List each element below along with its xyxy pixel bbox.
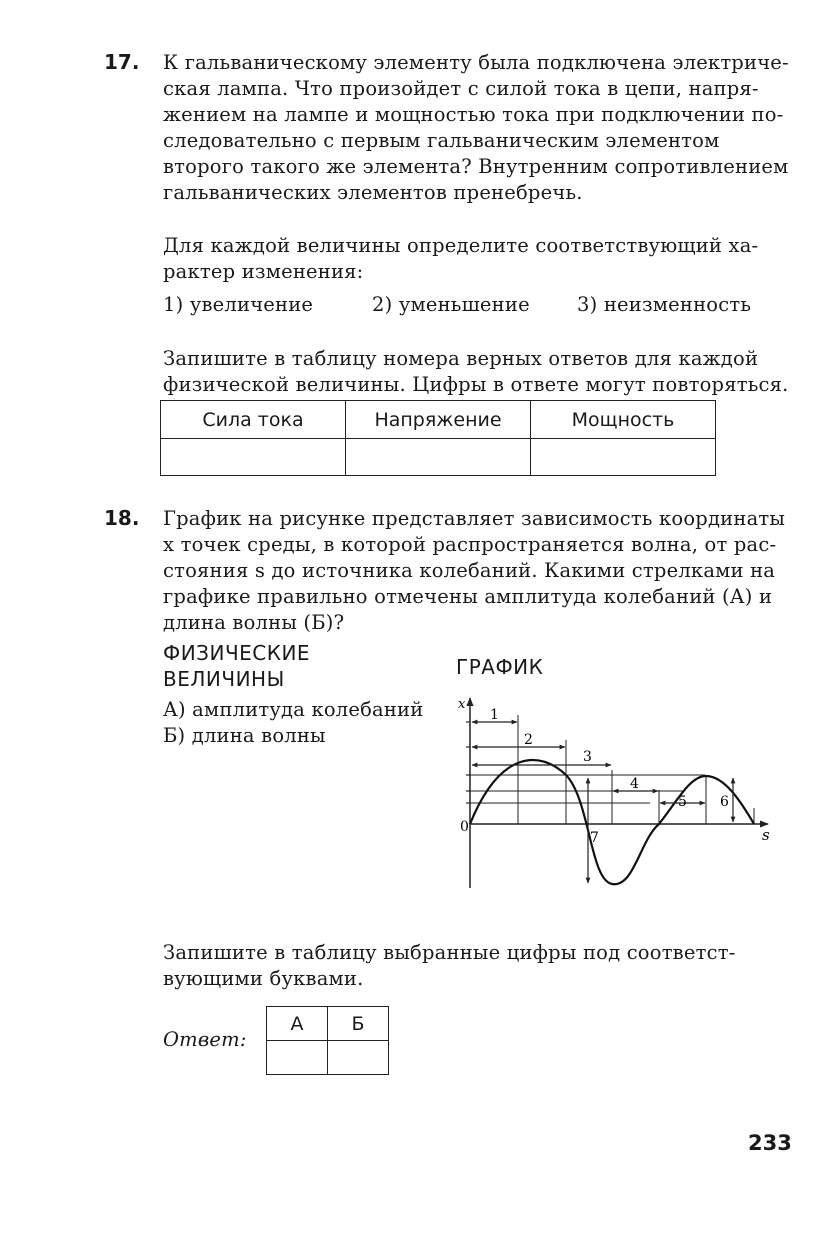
arrow-label-2: 2 <box>524 732 533 748</box>
arrow-label-7: 7 <box>590 830 599 846</box>
question-18-number: 18. <box>104 506 140 530</box>
text-line: графике правильно отмечены амплитуда колебаний (А) и <box>163 585 773 608</box>
question-18-answer-table <box>266 1006 389 1075</box>
text-line: К гальваническому элементу была подключена электриче- <box>163 51 789 74</box>
answer-cell-power[interactable] <box>531 439 716 476</box>
text-line: Запишите в таблицу выбранные цифры под соответст- <box>163 941 736 964</box>
text-line: физической величины. Цифры в ответе могут повторяться. <box>163 373 789 396</box>
quantity-amplitude: А) амплитуда колебаний <box>163 698 424 721</box>
text-line: x точек среды, в которой распространяется волна, от рас- <box>163 533 777 556</box>
text-line: гальванических элементов пренебречь. <box>163 181 583 204</box>
quantity-wavelength: Б) длина волны <box>163 724 326 747</box>
x-axis-label: s <box>762 826 770 844</box>
quantities-list <box>163 697 423 749</box>
arrow-label-1: 1 <box>490 707 499 723</box>
text-line: стояния s до источника колебаний. Какими стрелками на <box>163 559 776 582</box>
arrow-label-3: 3 <box>583 749 592 765</box>
answer-cell-a[interactable] <box>267 1041 328 1075</box>
arrow-label-6: 6 <box>720 794 729 810</box>
wave-graph <box>440 690 785 900</box>
arrow-label-4: 4 <box>630 776 639 792</box>
question-17-text <box>163 50 788 206</box>
heading-line: ФИЗИЧЕСКИЕ <box>163 641 311 665</box>
answer-cell-voltage[interactable] <box>346 439 531 476</box>
question-17-number: 17. <box>104 50 140 74</box>
text-line: жением на лампе и мощностью тока при подключении по- <box>163 103 784 126</box>
text-line: второго такого же элемента? Внутренним сопротивлением <box>163 155 789 178</box>
answer-cell-current[interactable] <box>161 439 346 476</box>
text-line: рактер изменения: <box>163 260 364 283</box>
header-current: Сила тока <box>161 401 346 439</box>
question-18-text <box>163 506 788 636</box>
origin-label: 0 <box>460 819 469 835</box>
left-column-heading <box>163 640 310 692</box>
question-18-answer-instruction <box>163 940 788 992</box>
header-power: Мощность <box>531 401 716 439</box>
header-b: Б <box>328 1007 389 1041</box>
question-17-answer-table <box>160 400 716 476</box>
option-increase: 1) увеличение <box>163 293 314 316</box>
right-column-heading: ГРАФИК <box>456 655 544 679</box>
question-17-instruction <box>163 233 788 285</box>
answer-cell-b[interactable] <box>328 1041 389 1075</box>
y-axis-label: x <box>458 697 466 712</box>
text-line: длина волны (Б)? <box>163 611 345 634</box>
option-decrease: 2) уменьшение <box>372 293 530 316</box>
answer-label: Ответ: <box>163 1028 247 1051</box>
arrow-label-5: 5 <box>678 794 687 810</box>
text-line: График на рисунке представляет зависимость координаты <box>163 507 786 530</box>
header-a: А <box>267 1007 328 1041</box>
text-line: следовательно с первым гальваническим элементом <box>163 129 720 152</box>
text-line: Запишите в таблицу номера верных ответов для каждой <box>163 347 759 370</box>
question-17-table-instruction <box>163 346 788 398</box>
heading-line: ВЕЛИЧИНЫ <box>163 667 285 691</box>
text-line: Для каждой величины определите соответствующий ха- <box>163 234 759 257</box>
option-unchanged: 3) неизменность <box>577 293 752 316</box>
text-line: вующими буквами. <box>163 967 364 990</box>
page-number: 233 <box>748 1131 792 1155</box>
text-line: ская лампа. Что произойдет с силой тока в цепи, напря- <box>163 77 759 100</box>
header-voltage: Напряжение <box>346 401 531 439</box>
